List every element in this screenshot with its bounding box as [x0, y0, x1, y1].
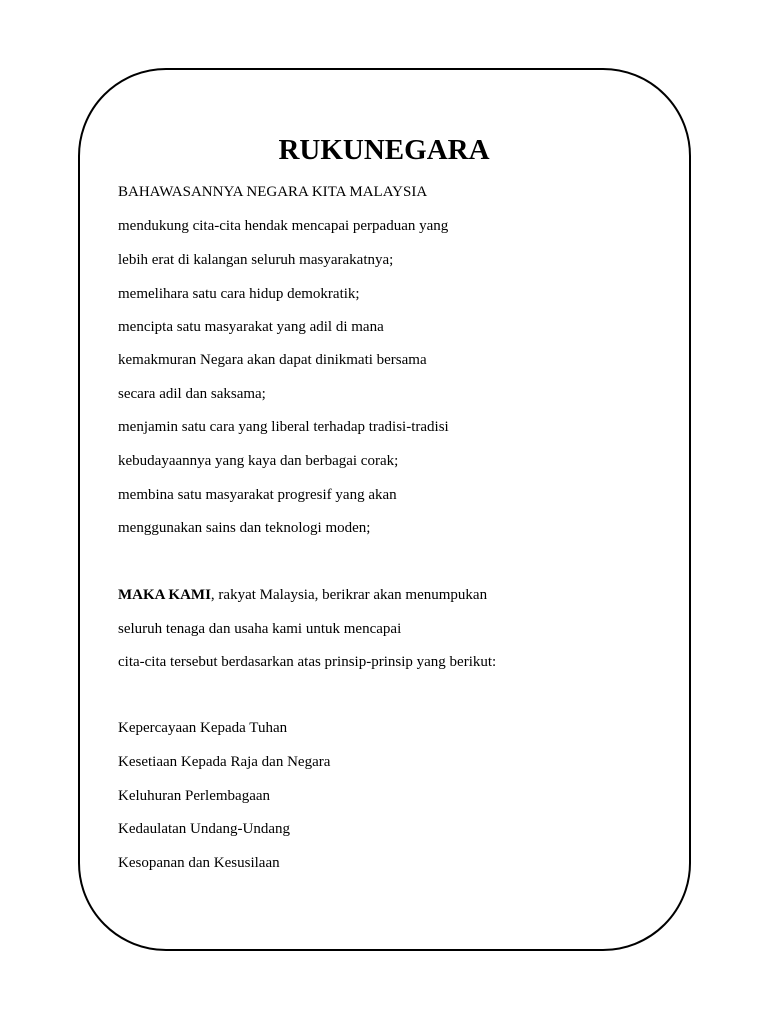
principle-item: Kepercayaan Kepada Tuhan — [118, 720, 288, 736]
preamble-line: menjamin satu cara yang liberal terhadap tradisi-tradisi — [118, 419, 449, 435]
principle-item: Keluhuran Perlembagaan — [118, 788, 271, 804]
preamble-line: membina satu masyarakat progresif yang akan — [118, 487, 397, 503]
pledge-first-line-text: , rakyat Malaysia, berikrar akan menumpukan — [210, 587, 488, 603]
preamble-line: memelihara satu cara hidup demokratik; — [118, 286, 360, 302]
preamble-line: BAHAWASANNYA NEGARA KITA MALAYSIA — [118, 184, 428, 200]
preamble-line: menggunakan sains dan teknologi moden; — [118, 520, 371, 536]
pledge-lead: MAKA KAMI — [118, 587, 211, 603]
preamble-line: lebih erat di kalangan seluruh masyarakatnya; — [118, 252, 394, 268]
preamble-line: secara adil dan saksama; — [118, 386, 266, 402]
preamble-line: mendukung cita-cita hendak mencapai perpaduan yang — [118, 218, 449, 234]
preamble-line: kebudayaannya yang kaya dan berbagai corak; — [118, 453, 399, 469]
principle-item: Kedaulatan Undang-Undang — [118, 821, 291, 837]
pledge-line: seluruh tenaga dan usaha kami untuk mencapai — [118, 621, 402, 637]
preamble-line: mencipta satu masyarakat yang adil di mana — [118, 319, 384, 335]
principle-item: Kesopanan dan Kesusilaan — [118, 855, 280, 871]
pledge-line — [118, 586, 487, 604]
pledge-line: cita-cita tersebut berdasarkan atas prinsip-prinsip yang berikut: — [118, 654, 497, 670]
page-title: RUKUNEGARA — [278, 134, 490, 166]
preamble-line: kemakmuran Negara akan dapat dinikmati bersama — [118, 352, 427, 368]
principle-item: Kesetiaan Kepada Raja dan Negara — [118, 754, 331, 770]
